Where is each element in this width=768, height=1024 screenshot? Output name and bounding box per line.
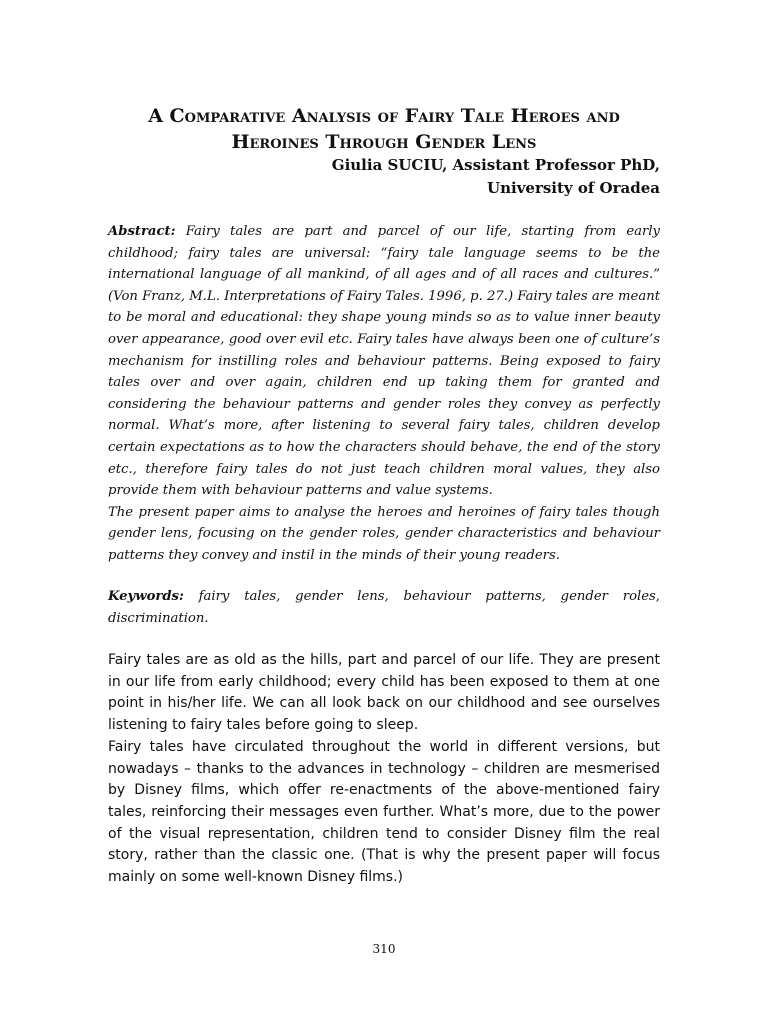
author-name: Giulia SUCIU, Assistant Professor PhD, (331, 156, 660, 174)
page-number: 310 (372, 942, 396, 956)
body-paragraph-2: Fairy tales have circulated throughout the world in different versions, but nowadays – thanks to the advances in technology – children are mesmerised by Disney films, which offer re-enactments of the above-mentioned fairy tales, reinforcing their messages even further. What’s more, due to the power of the visual representation, children tend to consider Disney film the real story, rather than the classic one. (That is why the present paper will focus mainly on some well-known Disney films.) (108, 738, 660, 886)
paper-title-line-1: A Comparative Analysis of Fairy Tale Heroes and (148, 105, 620, 127)
abstract-text: Fairy tales are part and parcel of our life, starting from early childhood; fairy tales are universal: “fairy tale language seems to be the international language of all mankind, of all ages and of all races and cultures.” (Von Franz, M.L. Interpretations of Fairy Tales. 1996, p. 27.) Fairy tales are meant to be moral and educational: they shape young minds so as to value inner beauty over appearance, good over evil etc. Fairy tales have always been one of culture’s mechanism for instilling roles and behaviour patterns. Being exposed to fairy tales over and over again, children end up taking them for granted and considering the behaviour patterns and gender roles they convey as perfectly normal. What’s more, after listening to several fairy tales, children develop certain expectations as to how the characters should behave, the end of the story etc., therefore fairy tales do not just teach children moral values, they also provide them with behaviour patterns and value systems. (108, 224, 660, 499)
body-text (108, 650, 660, 889)
keywords-section (108, 586, 660, 629)
keywords-label: Keywords: (108, 589, 184, 604)
keywords-text: fairy tales, gender lens, behaviour patterns, gender roles, discrimination. (108, 589, 660, 626)
abstract-section (108, 221, 660, 567)
abstract-text-2: The present paper aims to analyse the heroes and heroines of fairy tales though gender lens, focusing on the gender roles, gender characteristics and behaviour patterns they convey and instil in the minds of their young readers. (108, 504, 660, 563)
body-paragraph-1: Fairy tales are as old as the hills, part and parcel of our life. They are present in our life from early childhood; every child has been exposed to them at one point in his/her life. We can all look back on our childhood and see ourselves listening to fairy tales before going to sleep. (108, 652, 660, 734)
author-affiliation: University of Oradea (487, 179, 660, 197)
abstract-label: Abstract: (108, 224, 176, 239)
paper-title-line-2: Heroines Through Gender Lens (231, 131, 537, 153)
